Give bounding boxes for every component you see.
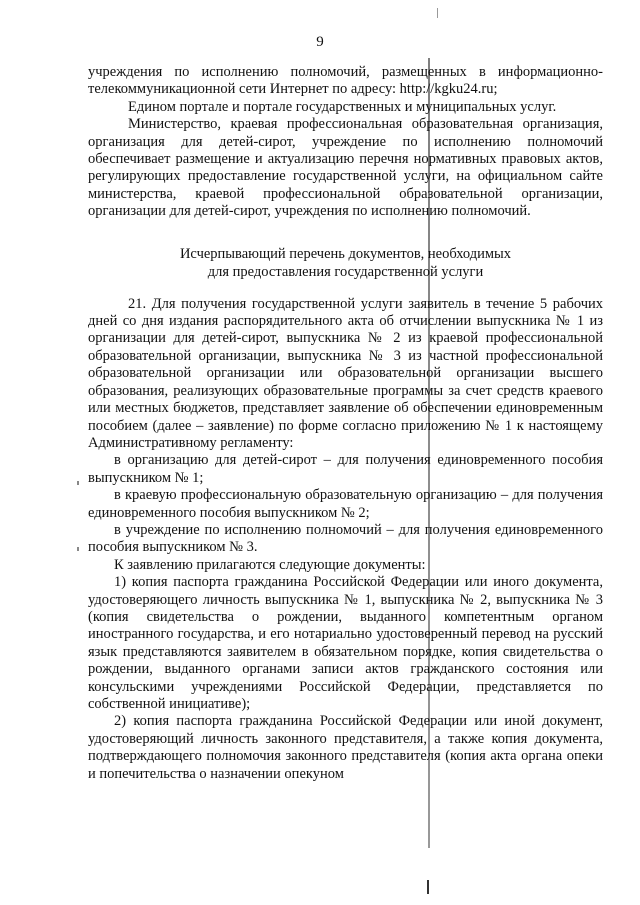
- paragraph-regional-organization: в краевую профессиональную образовательную организацию – для получения единовременного пособия выпускником № 2;: [88, 487, 603, 521]
- page-number: 9: [316, 34, 324, 50]
- paragraph-continuation: учреждения по исполнению полномочий, размещенных в информационно-телекоммуникационной сети Интернет по адресу: http://kgku24.ru;: [88, 64, 603, 98]
- paragraph-attached-documents: К заявлению прилагаются следующие документы:: [114, 556, 426, 573]
- scan-fold-mark-top: [437, 8, 438, 18]
- paragraph-institution: в учреждение по исполнению полномочий – для получения единовременного пособия выпускником № 3.: [88, 521, 603, 556]
- scan-margin-mark: [77, 481, 79, 485]
- paragraph-ministry-publication: Министерство, краевая профессиональная образовательная организация, организация для детей-сирот, учреждение по исполнению полномочий обеспечивает размещение и актуализацию перечня нормативных правовых актов, регулирующих предоставление государственной услуги, на официальном сайте министерства, краевой профессиональной образовательной организации, организации для детей-сирот, учреждения по исполнению полномочий.: [88, 116, 603, 220]
- paragraph-document-2: 2) копия паспорта гражданина Российской Федерации или иной документ, удостоверяющий личность законного представителя, а также копия документа, подтверждающего полномочия законного представителя (копия акта органа опеки и попечительства о назначении опекуном: [88, 713, 603, 782]
- section-heading-line-2: для предоставления государственной услуги: [207, 263, 484, 280]
- section-heading-line-1: Исчерпывающий перечень документов, необходимых: [179, 245, 512, 262]
- paragraph-unified-portal: Едином портале и портале государственных и муниципальных услуг.: [128, 98, 557, 115]
- paragraph-document-1: 1) копия паспорта гражданина Российской Федерации или иного документа, удостоверяющего личность выпускника № 1, выпускника № 2, выпускника № 3 (копия свидетельства о рождении, выданного компетентным органом иностранного государства, и его нотариально удостоверенный перевод на русский язык представляются заявителем в обязательном порядке, копия свидетельства о рождении, выданного органами записи актов гражданского состояния или консульскими учреждениями Российской Федерации, представляется по собственной инициативе);: [88, 574, 603, 712]
- scan-margin-mark: [77, 547, 79, 551]
- scan-fold-mark-bottom: [427, 880, 429, 894]
- paragraph-orphan-organization: в организацию для детей-сирот – для получения единовременного пособия выпускником № 1;: [88, 452, 603, 486]
- paragraph-item-21: 21. Для получения государственной услуги заявитель в течение 5 рабочих дней со дня издания распорядительного акта об отчислении выпускника № 1 из организации для детей-сирот, выпускника № 2 из краевой профессиональной образовательной организации, выпускника № 3 из частной профессиональной образовательной организации или образовательной организации высшего образования, реализующих образовательные программы за счет средств краевого или местных бюджетов, представляет заявление об обеспечении единовременным пособием (далее – заявление) по форме согласно приложению № 1 к настоящему Административному регламенту:: [88, 295, 603, 451]
- section-heading: [88, 245, 603, 281]
- document-body: [88, 64, 603, 783]
